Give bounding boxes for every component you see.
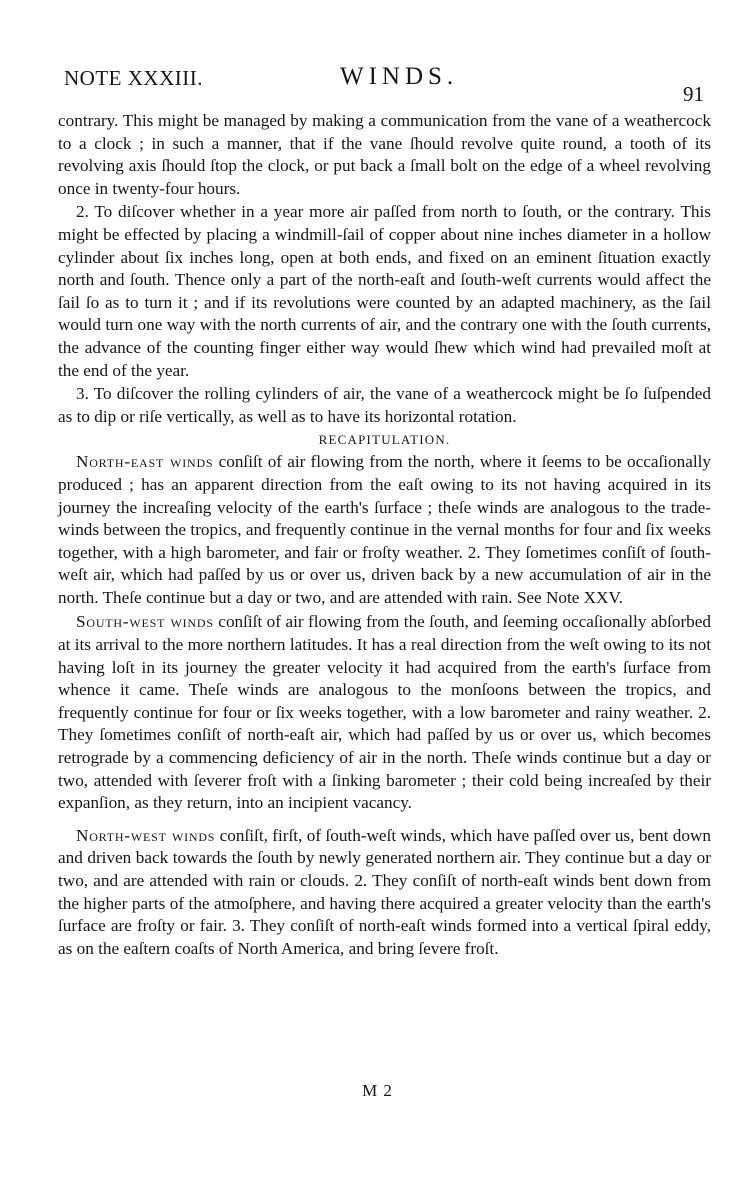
- recapitulation-heading: RECAPITULATION.: [318, 432, 451, 448]
- note-label: NOTE XXXIII.: [64, 66, 203, 90]
- section-south-west: [58, 611, 711, 814]
- running-title: WINDS.: [340, 63, 459, 90]
- section-north-east: [58, 451, 711, 609]
- section-text-north-west: conſiſt, firſt, of ſouth-weſt winds, which have paſſed over us, bent down and driven back towards the ſouth by newly generated northern air. They continue but a day or two, and are attended with rain or clouds. 2. They conſiſt of north-eaſt winds bent down from the higher parts of the atmoſphere, and having there acquired a greater velocity than the earth's ſurface are froſty or fair. 3. They conſiſt of north-eaſt winds formed into a vertical ſpiral eddy, as on the eaſtern coaſts of North America, and bring ſevere froſt.: [58, 825, 711, 958]
- paragraph-item-3: 3. To diſcover the rolling cylinders of air, the vane of a weathercock might be ſo ſuſpended as to dip or riſe vertically, as well as to have its horizontal rotation.: [58, 384, 711, 426]
- body-text: [58, 110, 711, 960]
- paragraph-item-2: 2. To diſcover whether in a year more air paſſed from north to ſouth, or the contrary. This might be effected by placing a windmill-ſail of copper about nine inches diameter in a hollow cylinder about ſix inches long, open at both ends, and fixed on an eminent ſituation exactly north and ſouth. Thence only a part of the north-eaſt and ſouth-weſt currents would affect the ſail ſo as to turn it ; and if its revolutions were counted by an adapted machinery, as the ſail would turn one way with the north currents of air, and the contrary one with the ſouth currents, the advance of the counting finger either way would ſhew which wind had prevailed moſt at the end of the year.: [58, 202, 711, 380]
- section-text-south-west: conſiſt of air flowing from the ſouth, and ſeeming occaſionally abſorbed at its arrival to the more northern latitudes. It has a real direction from the weſt owing to its not having loſt in its journey the greater velocity it had acquired from the earth's ſurface from whence it came. Theſe winds are analogous to the monſoons between the tropics, and frequently continue for four or ſix weeks together, with a low barometer and rainy weather. 2. They ſometimes conſiſt of north-eaſt air, which had paſſed by us or over us, which becomes retrograde by a commencing deficiency of air in the north. Theſe winds continue but a day or two, attended with ſeverer froſt with a ſinking barometer ; their cold being increaſed by their expanſion, as they return, into an incipient vacancy.: [58, 612, 711, 813]
- paragraph-continuation: contrary. This might be managed by making a communication from the vane of a weathercock to a clock ; in such a manner, that if the vane ſhould revolve quite round, a tooth of its revolving axis ſhould ſtop the clock, or put back a ſmall bolt on the edge of a wheel revolving once in twenty-four hours.: [58, 111, 711, 198]
- page-number: 91: [683, 82, 704, 106]
- section-lead-north-west: North-west winds: [76, 825, 216, 845]
- section-lead-south-west: South-west winds: [76, 612, 214, 632]
- section-text-north-east: conſiſt of air flowing from the north, where it ſeems to be occaſionally produced ; has an apparent direction from the eaſt owing to its not having acquired in its journey the increaſing velocity of the earth's ſurface ; theſe winds are analogous to the trade-winds between the tropics, and frequently continue in the vernal months for four and ſix weeks together, with a high barometer, and fair or froſty weather. 2. They ſometimes conſiſt of ſouth-weſt air, which had paſſed by us or over us, driven back by a new accumulation of air in the north. Theſe continue but a day or two, and are attended with rain. See Note XXV.: [58, 452, 711, 607]
- section-north-west: [58, 825, 711, 961]
- page-header: [0, 62, 755, 106]
- section-lead-north-east: North-east winds: [76, 452, 214, 472]
- signature-mark: M 2: [362, 1081, 393, 1100]
